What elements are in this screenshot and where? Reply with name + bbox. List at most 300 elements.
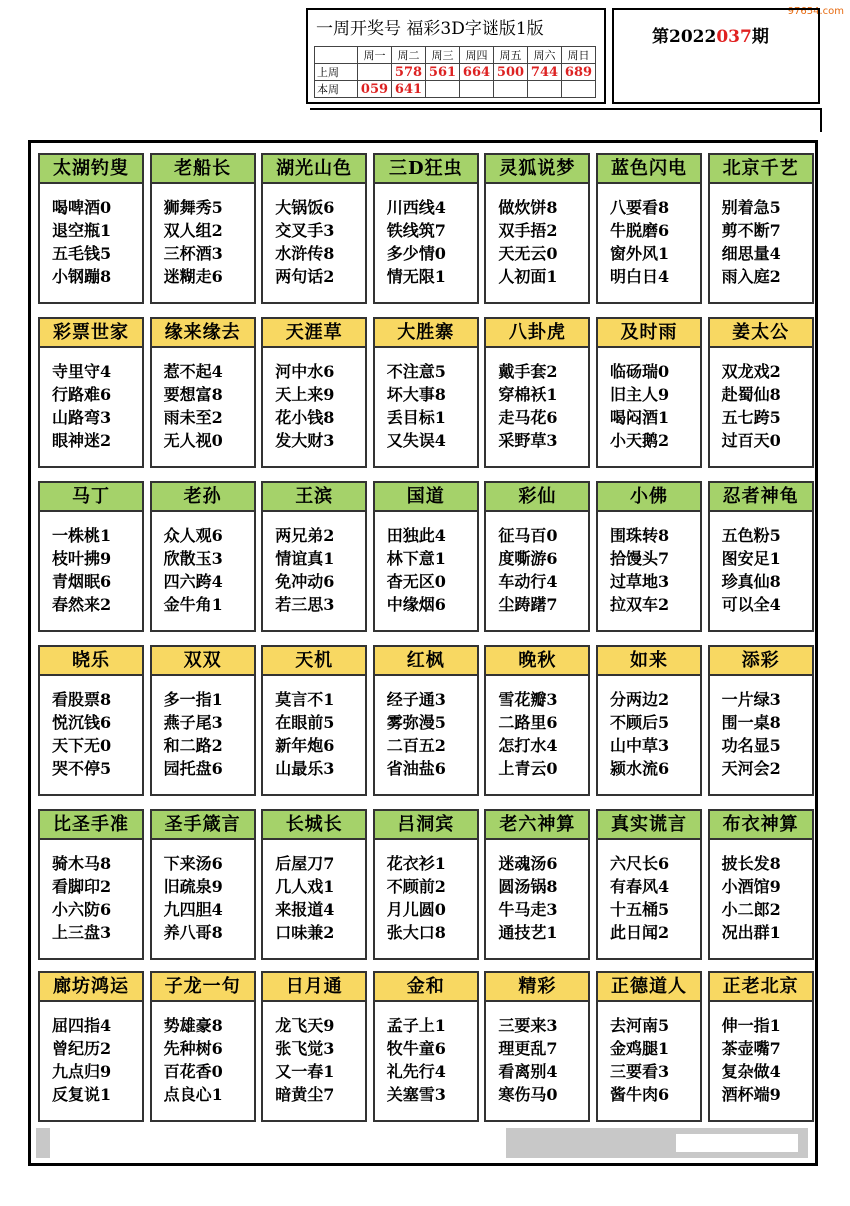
- riddle-line: 养八哥8: [163, 923, 223, 942]
- card-lines: [152, 840, 254, 944]
- riddle-card: [484, 645, 590, 796]
- riddle-line: 二百五2: [386, 736, 446, 755]
- riddle-card: [373, 645, 479, 796]
- riddle-line: 要想富8: [163, 385, 223, 404]
- riddle-line: 寒伤马0: [498, 1085, 558, 1104]
- riddle-line: 孟子上1: [386, 1016, 446, 1035]
- riddle-line: 行路难6: [52, 385, 112, 404]
- draw-number: [426, 81, 460, 98]
- riddle-card: [38, 645, 144, 796]
- riddle-line: 九点归9: [52, 1062, 112, 1081]
- riddle-line: 分两边2: [610, 690, 670, 709]
- riddle-line: 省油盐6: [386, 759, 446, 778]
- riddle-line: 伸一指1: [721, 1016, 781, 1035]
- riddle-card: [596, 971, 702, 1122]
- card-lines: [375, 1002, 477, 1106]
- card-lines: [710, 348, 812, 452]
- card-lines: [40, 512, 142, 616]
- card-lines: [40, 840, 142, 944]
- riddle-line: 发大财3: [275, 431, 335, 450]
- riddle-line: 先种树6: [163, 1039, 223, 1058]
- riddle-card: [596, 481, 702, 632]
- day-label: 周五: [494, 47, 528, 64]
- riddle-line: 又一春1: [275, 1062, 335, 1081]
- issue-box: [612, 8, 820, 104]
- riddle-line: 川西线4: [386, 198, 446, 217]
- riddle-line: 花小钱8: [275, 408, 335, 427]
- card-title: 王滨: [263, 483, 365, 512]
- riddle-line: 旧疏泉9: [163, 877, 223, 896]
- header-title: 一周开奖号 福彩3D字谜版1版: [316, 19, 544, 39]
- card-lines: [598, 676, 700, 780]
- draw-number: 744: [528, 64, 562, 81]
- riddle-line: 喝啤酒0: [52, 198, 112, 217]
- issue-red-number: 037: [716, 27, 752, 47]
- card-title: 马丁: [40, 483, 142, 512]
- riddle-line: 关塞雪3: [386, 1085, 446, 1104]
- riddle-line: 河中水6: [275, 362, 335, 381]
- this-week-label: 本周: [315, 81, 358, 98]
- riddle-line: 茶壶嘴7: [721, 1039, 781, 1058]
- card-title: 晚秋: [486, 647, 588, 676]
- riddle-line: 丢目标1: [386, 408, 446, 427]
- card-title: 大胜寨: [375, 319, 477, 348]
- riddle-line: 口味兼2: [275, 923, 335, 942]
- riddle-card: [38, 809, 144, 960]
- riddle-line: 金牛角1: [163, 595, 223, 614]
- riddle-line: 牛马走3: [498, 900, 558, 919]
- card-title: 双双: [152, 647, 254, 676]
- riddle-card: [261, 481, 367, 632]
- riddle-line: 月儿圆0: [386, 900, 446, 919]
- riddle-line: 后屋刀7: [275, 854, 335, 873]
- riddle-line: 细思量4: [721, 244, 781, 263]
- riddle-card: [708, 809, 814, 960]
- riddle-line: 临砀瑞0: [610, 362, 670, 381]
- card-title: 日月通: [263, 973, 365, 1002]
- riddle-card: [596, 317, 702, 468]
- riddle-line: 剪不断7: [721, 221, 781, 240]
- riddle-line: 酱牛肉6: [610, 1085, 670, 1104]
- riddle-line: 围一桌8: [721, 713, 781, 732]
- riddle-line: 不顾后5: [610, 713, 670, 732]
- watermark: 97654.com: [787, 6, 844, 17]
- card-lines: [598, 840, 700, 944]
- riddle-card: [373, 481, 479, 632]
- riddle-card: [596, 645, 702, 796]
- draw-number: 500: [494, 64, 528, 81]
- card-lines: [40, 348, 142, 452]
- riddle-line: 多一指1: [163, 690, 223, 709]
- footer-left-block: [36, 1128, 50, 1158]
- card-lines: [375, 348, 477, 452]
- riddle-card: [150, 971, 256, 1122]
- riddle-line: 珍真仙8: [721, 572, 781, 591]
- riddle-card: [708, 317, 814, 468]
- card-lines: [486, 676, 588, 780]
- riddle-card: [373, 971, 479, 1122]
- riddle-line: 交叉手3: [275, 221, 335, 240]
- riddle-line: 车动行4: [498, 572, 558, 591]
- riddle-line: 通技艺1: [498, 923, 558, 942]
- riddle-card: [708, 645, 814, 796]
- card-lines: [375, 840, 477, 944]
- card-title: 八卦虎: [486, 319, 588, 348]
- riddle-line: 天下无0: [52, 736, 112, 755]
- riddle-line: 免冲动6: [275, 572, 335, 591]
- riddle-line: 小六防6: [52, 900, 112, 919]
- riddle-card: [261, 645, 367, 796]
- riddle-card: [261, 809, 367, 960]
- last-week-row: [315, 64, 596, 81]
- riddle-line: 经子通3: [386, 690, 446, 709]
- riddle-card: [484, 809, 590, 960]
- draw-number: 664: [460, 64, 494, 81]
- riddle-card: [150, 645, 256, 796]
- riddle-line: 天上来9: [275, 385, 335, 404]
- riddle-card: [150, 481, 256, 632]
- days-row: [315, 47, 596, 64]
- riddle-card: [38, 971, 144, 1122]
- card-title: 彩票世家: [40, 319, 142, 348]
- card-title: 国道: [375, 483, 477, 512]
- card-lines: [710, 676, 812, 780]
- riddle-line: 双龙戏2: [721, 362, 781, 381]
- riddle-grid: [28, 140, 818, 1166]
- riddle-line: 二路里6: [498, 713, 558, 732]
- card-title: 天机: [263, 647, 365, 676]
- riddle-line: 园托盘6: [163, 759, 223, 778]
- riddle-line: 枝叶拂9: [52, 549, 112, 568]
- riddle-card: [261, 317, 367, 468]
- riddle-line: 屈四指4: [52, 1016, 112, 1035]
- riddle-line: 来报道4: [275, 900, 335, 919]
- riddle-line: 赴蜀仙8: [721, 385, 781, 404]
- card-lines: [152, 184, 254, 288]
- card-lines: [486, 840, 588, 944]
- riddle-card: [484, 481, 590, 632]
- riddle-card: [261, 971, 367, 1122]
- riddle-card: [708, 153, 814, 304]
- riddle-line: 悦沉钱6: [52, 713, 112, 732]
- riddle-line: 小钢蹦8: [52, 267, 112, 286]
- riddle-line: 看股票8: [52, 690, 112, 709]
- riddle-line: 明白日4: [610, 267, 670, 286]
- day-label: 周四: [460, 47, 494, 64]
- riddle-card: [38, 317, 144, 468]
- riddle-card: [708, 971, 814, 1122]
- riddle-line: 天无云0: [498, 244, 558, 263]
- riddle-line: 五色粉5: [721, 526, 781, 545]
- riddle-line: 拉双车2: [610, 595, 670, 614]
- card-title: 北京千艺: [710, 155, 812, 184]
- riddle-line: 两兄弟2: [275, 526, 335, 545]
- riddle-line: 雨入庭2: [721, 267, 781, 286]
- riddle-line: 走马花6: [498, 408, 558, 427]
- riddle-card: [38, 481, 144, 632]
- riddle-line: 怎打水4: [498, 736, 558, 755]
- riddle-line: 一株桃1: [52, 526, 112, 545]
- riddle-line: 大锅饭6: [275, 198, 335, 217]
- riddle-line: 双手捂2: [498, 221, 558, 240]
- card-lines: [598, 512, 700, 616]
- riddle-line: 天河会2: [721, 759, 781, 778]
- card-title: 添彩: [710, 647, 812, 676]
- riddle-card: [708, 481, 814, 632]
- riddle-card: [484, 153, 590, 304]
- riddle-line: 不顾前2: [386, 877, 446, 896]
- issue-number: [652, 22, 769, 47]
- riddle-line: 窗外风1: [610, 244, 670, 263]
- draw-number: [562, 81, 596, 98]
- card-lines: [486, 1002, 588, 1106]
- riddle-line: 曾纪历2: [52, 1039, 112, 1058]
- draw-results-box: [306, 8, 606, 104]
- riddle-card: [484, 317, 590, 468]
- riddle-line: 双人组2: [163, 221, 223, 240]
- draw-number: 059: [358, 81, 392, 98]
- this-week-row: [315, 81, 596, 98]
- riddle-line: 尘踌躇7: [498, 595, 558, 614]
- riddle-line: 春然来2: [52, 595, 112, 614]
- riddle-line: 别着急5: [721, 198, 781, 217]
- footer-white-box: [676, 1134, 798, 1152]
- riddle-line: 又失误4: [386, 431, 446, 450]
- riddle-line: 拾馒头7: [610, 549, 670, 568]
- issue-prefix: 第2022: [652, 27, 717, 47]
- card-lines: [152, 348, 254, 452]
- riddle-line: 山中草3: [610, 736, 670, 755]
- riddle-line: 过百天0: [721, 431, 781, 450]
- draw-number: [528, 81, 562, 98]
- riddle-line: 铁线筑7: [386, 221, 446, 240]
- card-lines: [152, 512, 254, 616]
- card-title: 及时雨: [598, 319, 700, 348]
- riddle-line: 若三思3: [275, 595, 335, 614]
- weekly-results-table: [314, 46, 596, 98]
- card-title: 缘来缘去: [152, 319, 254, 348]
- card-title: 蓝色闪电: [598, 155, 700, 184]
- card-lines: [710, 512, 812, 616]
- card-title: 老船长: [152, 155, 254, 184]
- card-lines: [152, 676, 254, 780]
- riddle-line: 百花香0: [163, 1062, 223, 1081]
- riddle-line: 雪花瓣3: [498, 690, 558, 709]
- card-lines: [375, 184, 477, 288]
- card-title: 吕洞宾: [375, 811, 477, 840]
- riddle-line: 杳无区0: [386, 572, 446, 591]
- card-title: 正老北京: [710, 973, 812, 1002]
- card-lines: [598, 1002, 700, 1106]
- riddle-line: 人初面1: [498, 267, 558, 286]
- day-label: 周六: [528, 47, 562, 64]
- card-lines: [263, 840, 365, 944]
- riddle-line: 况出群1: [721, 923, 781, 942]
- riddle-line: 有春风4: [610, 877, 670, 896]
- card-lines: [375, 512, 477, 616]
- riddle-line: 看离别4: [498, 1062, 558, 1081]
- draw-number: [494, 81, 528, 98]
- card-title: 姜太公: [710, 319, 812, 348]
- card-lines: [486, 184, 588, 288]
- riddle-line: 小天鹅2: [610, 431, 670, 450]
- riddle-card: [261, 153, 367, 304]
- card-title: 真实谎言: [598, 811, 700, 840]
- riddle-line: 坏大事8: [386, 385, 446, 404]
- riddle-line: 颍水流6: [610, 759, 670, 778]
- card-title: 比圣手准: [40, 811, 142, 840]
- riddle-line: 哭不停5: [52, 759, 112, 778]
- day-label: 周三: [426, 47, 460, 64]
- riddle-line: 此日闻2: [610, 923, 670, 942]
- card-lines: [263, 1002, 365, 1106]
- riddle-line: 六尺长6: [610, 854, 670, 873]
- card-lines: [152, 1002, 254, 1106]
- card-title: 忍者神龟: [710, 483, 812, 512]
- card-lines: [486, 512, 588, 616]
- riddle-line: 和二路2: [163, 736, 223, 755]
- riddle-line: 采野草3: [498, 431, 558, 450]
- riddle-card: [596, 153, 702, 304]
- riddle-line: 雾弥漫5: [386, 713, 446, 732]
- riddle-line: 多少情0: [386, 244, 446, 263]
- riddle-line: 雨未至2: [163, 408, 223, 427]
- day-label: 周二: [392, 47, 426, 64]
- card-title: 长城长: [263, 811, 365, 840]
- footer-bar: [36, 1126, 812, 1162]
- card-lines: [486, 348, 588, 452]
- riddle-line: 燕子尾3: [163, 713, 223, 732]
- riddle-line: 水浒传8: [275, 244, 335, 263]
- riddle-line: 上青云0: [498, 759, 558, 778]
- riddle-line: 四六跨4: [163, 572, 223, 591]
- card-title: 精彩: [486, 973, 588, 1002]
- card-title: 圣手箴言: [152, 811, 254, 840]
- riddle-line: 情无限1: [386, 267, 446, 286]
- card-title: 子龙一句: [152, 973, 254, 1002]
- riddle-line: 欣散玉3: [163, 549, 223, 568]
- riddle-line: 寺里守4: [52, 362, 112, 381]
- riddle-line: 迷糊走6: [163, 267, 223, 286]
- card-title: 老孙: [152, 483, 254, 512]
- riddle-line: 喝闷酒1: [610, 408, 670, 427]
- riddle-line: 礼先行4: [386, 1062, 446, 1081]
- riddle-line: 张大口8: [386, 923, 446, 942]
- riddle-line: 穿棉袄1: [498, 385, 558, 404]
- riddle-line: 花衣衫1: [386, 854, 446, 873]
- riddle-line: 青烟眠6: [52, 572, 112, 591]
- card-lines: [263, 348, 365, 452]
- card-lines: [40, 676, 142, 780]
- riddle-card: [150, 317, 256, 468]
- riddle-line: 山路弯3: [52, 408, 112, 427]
- riddle-line: 退空瓶1: [52, 221, 112, 240]
- card-title: 湖光山色: [263, 155, 365, 184]
- riddle-line: 度嘶游6: [498, 549, 558, 568]
- riddle-card: [150, 153, 256, 304]
- card-lines: [710, 840, 812, 944]
- riddle-line: 眼神迷2: [52, 431, 112, 450]
- riddle-line: 两句话2: [275, 267, 335, 286]
- riddle-line: 五七跨5: [721, 408, 781, 427]
- riddle-line: 点良心1: [163, 1085, 223, 1104]
- card-lines: [40, 184, 142, 288]
- riddle-line: 惹不起4: [163, 362, 223, 381]
- riddle-line: 林下意1: [386, 549, 446, 568]
- riddle-line: 旧主人9: [610, 385, 670, 404]
- riddle-line: 披长发8: [721, 854, 781, 873]
- riddle-card: [38, 153, 144, 304]
- card-title: 廊坊鸿运: [40, 973, 142, 1002]
- card-title: 灵狐说梦: [486, 155, 588, 184]
- card-title: 红枫: [375, 647, 477, 676]
- riddle-line: 过草地3: [610, 572, 670, 591]
- riddle-card: [373, 153, 479, 304]
- riddle-line: 牛脱磨6: [610, 221, 670, 240]
- day-label: 周一: [358, 47, 392, 64]
- riddle-line: 看脚印2: [52, 877, 112, 896]
- card-title: 正德道人: [598, 973, 700, 1002]
- riddle-line: 征马百0: [498, 526, 558, 545]
- riddle-line: 迷魂汤6: [498, 854, 558, 873]
- card-lines: [710, 1002, 812, 1106]
- card-lines: [598, 348, 700, 452]
- card-lines: [263, 184, 365, 288]
- draw-number: 561: [426, 64, 460, 81]
- riddle-line: 十五桶5: [610, 900, 670, 919]
- riddle-line: 围珠转8: [610, 526, 670, 545]
- riddle-line: 八要看8: [610, 198, 670, 217]
- draw-number: [460, 81, 494, 98]
- riddle-line: 山最乐3: [275, 759, 335, 778]
- riddle-line: 复杂做4: [721, 1062, 781, 1081]
- riddle-line: 暗黄尘7: [275, 1085, 335, 1104]
- riddle-line: 理更乱7: [498, 1039, 558, 1058]
- card-lines: [263, 512, 365, 616]
- card-lines: [40, 1002, 142, 1106]
- issue-suffix: 期: [751, 27, 769, 47]
- riddle-line: 狮舞秀5: [163, 198, 223, 217]
- riddle-line: 戴手套2: [498, 362, 558, 381]
- card-lines: [710, 184, 812, 288]
- card-lines: [375, 676, 477, 780]
- draw-number: [358, 64, 392, 81]
- riddle-line: 三杯酒3: [163, 244, 223, 263]
- riddle-line: 在眼前5: [275, 713, 335, 732]
- riddle-card: [373, 809, 479, 960]
- last-week-label: 上周: [315, 64, 358, 81]
- draw-number: 641: [392, 81, 426, 98]
- riddle-line: 酒杯端9: [721, 1085, 781, 1104]
- riddle-line: 下来汤6: [163, 854, 223, 873]
- riddle-line: 图安足1: [721, 549, 781, 568]
- draw-number: 689: [562, 64, 596, 81]
- riddle-line: 功名显5: [721, 736, 781, 755]
- riddle-line: 可以全4: [721, 595, 781, 614]
- riddle-line: 田独此4: [386, 526, 446, 545]
- riddle-line: 反复说1: [52, 1085, 112, 1104]
- riddle-card: [150, 809, 256, 960]
- riddle-line: 势雄豪8: [163, 1016, 223, 1035]
- riddle-line: 小二郎2: [721, 900, 781, 919]
- riddle-line: 做炊饼8: [498, 198, 558, 217]
- card-title: 彩仙: [486, 483, 588, 512]
- riddle-line: 牧牛童6: [386, 1039, 446, 1058]
- riddle-line: 中缘烟6: [386, 595, 446, 614]
- riddle-line: 龙飞天9: [275, 1016, 335, 1035]
- riddle-line: 不注意5: [386, 362, 446, 381]
- card-lines: [263, 676, 365, 780]
